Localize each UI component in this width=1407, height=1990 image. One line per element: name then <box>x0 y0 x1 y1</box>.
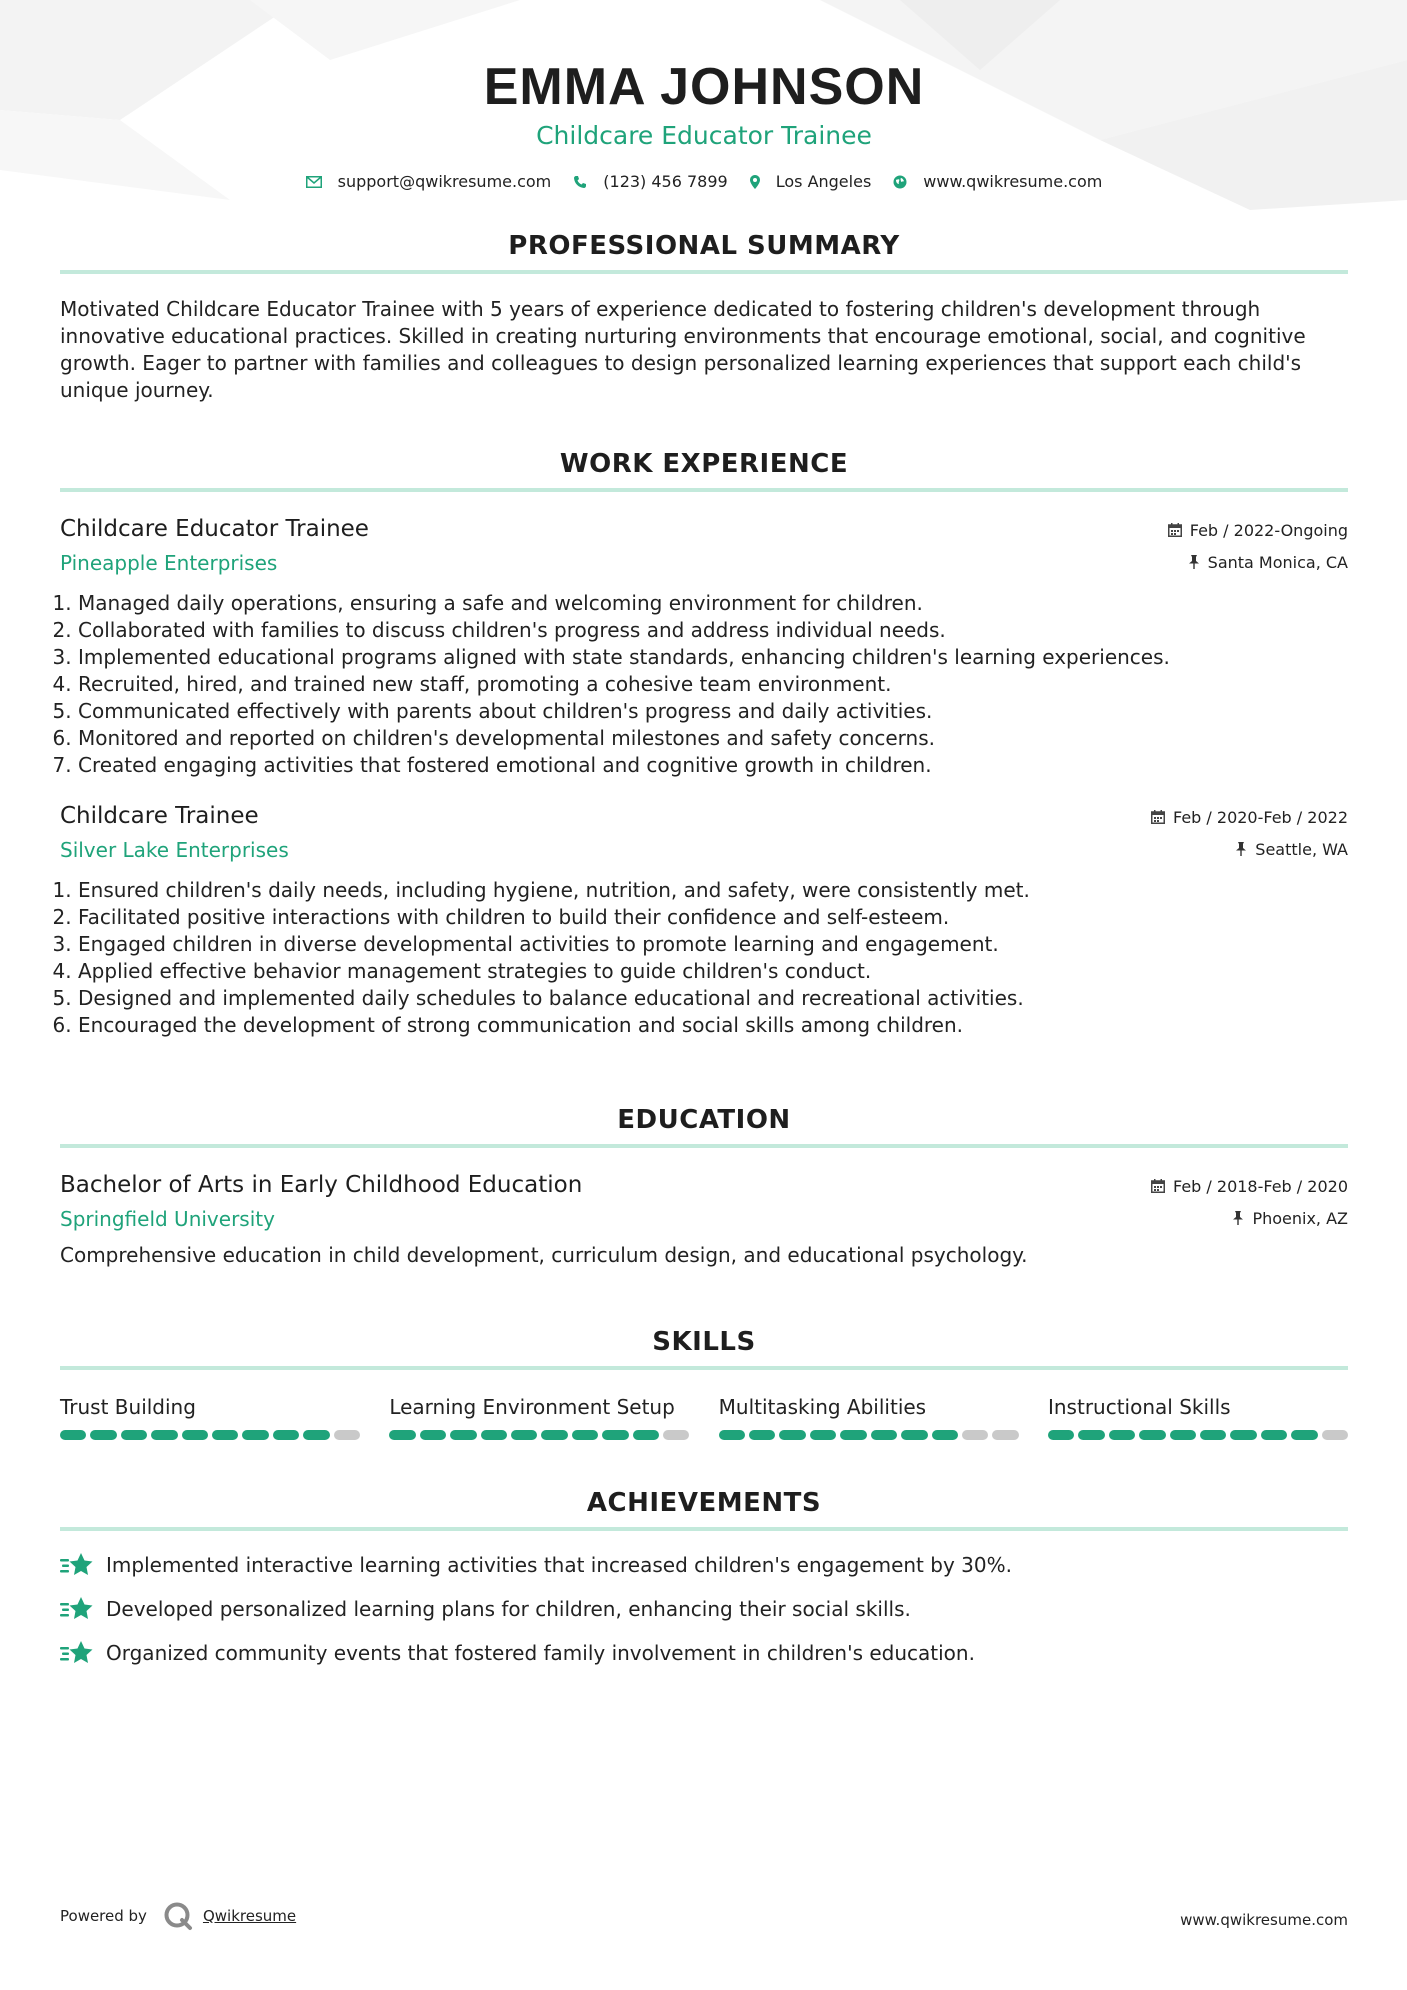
skills-heading: SKILLS <box>60 1327 1348 1370</box>
job-dates <box>1151 801 1348 833</box>
job-location-text: Seattle, WA <box>1255 839 1348 859</box>
pushpin-icon <box>1235 842 1247 856</box>
education-location-text: Phoenix, AZ <box>1252 1208 1348 1228</box>
skill-segment-filled <box>810 1430 836 1440</box>
footer-website[interactable]: www.qwikresume.com <box>1180 1911 1348 1929</box>
job-dates <box>1168 514 1348 546</box>
degree-title: Bachelor of Arts in Early Childhood Education <box>60 1172 583 1198</box>
job-dates-text: Feb / 2022-Ongoing <box>1189 520 1348 540</box>
star-badge-icon <box>60 1552 94 1578</box>
skill-item <box>1048 1394 1348 1440</box>
job-company: Silver Lake Enterprises <box>60 838 289 862</box>
phone-icon <box>573 175 587 189</box>
education-section <box>60 1105 1348 1269</box>
skill-segment-empty <box>962 1430 988 1440</box>
phone-text: (123) 456 7899 <box>603 172 728 191</box>
skill-level-bar <box>719 1430 1019 1440</box>
skill-item <box>60 1394 360 1440</box>
skill-level-bar <box>60 1430 360 1440</box>
achievement-text: Developed personalized learning plans for children, enhancing their social skills. <box>106 1597 911 1621</box>
contact-email[interactable] <box>306 172 552 191</box>
page-footer <box>60 1895 1348 1935</box>
summary-section <box>60 231 1348 404</box>
skill-segment-empty <box>1322 1430 1348 1440</box>
skill-segment-filled <box>151 1430 177 1440</box>
globe-icon <box>893 175 907 189</box>
job-bullet: 6. Monitored and reported on children's developmental milestones and safety concerns. <box>78 725 1348 752</box>
achievements-section <box>60 1488 1348 1675</box>
skill-segment-filled <box>1291 1430 1317 1440</box>
experience-heading: WORK EXPERIENCE <box>60 449 1348 492</box>
skill-segment-empty <box>663 1430 689 1440</box>
skill-segment-filled <box>602 1430 628 1440</box>
job-meta <box>1151 801 1348 865</box>
star-badge-icon <box>60 1596 94 1622</box>
skill-segment-filled <box>1170 1430 1196 1440</box>
calendar-icon <box>1168 523 1182 537</box>
skill-item <box>389 1394 689 1440</box>
skill-segment-filled <box>749 1430 775 1440</box>
skill-segment-filled <box>121 1430 147 1440</box>
skill-segment-filled <box>481 1430 507 1440</box>
job-bullets <box>60 590 1348 779</box>
website-text: www.qwikresume.com <box>923 172 1103 191</box>
job-title: Childcare Educator Trainee <box>60 516 369 542</box>
education-meta <box>1151 1170 1348 1234</box>
skill-segment-filled <box>1139 1430 1165 1440</box>
skill-segment-empty <box>992 1430 1018 1440</box>
summary-text: Motivated Childcare Educator Trainee with 5 years of experience dedicated to fostering children's development through innovative educational practices. Skilled in creating nurturing environments that encourage emotional, social, and cognitive growth. Eager to partner with families and colleagues to design personalized learning experiences that support each child's unique journey. <box>60 297 1306 402</box>
contact-location <box>750 172 872 191</box>
job-entry <box>60 801 1348 1039</box>
job-bullet: 1. Ensured children's daily needs, including hygiene, nutrition, and safety, were consistently met. <box>78 877 1348 904</box>
education-location <box>1151 1202 1348 1234</box>
calendar-icon <box>1151 1179 1165 1193</box>
skill-segment-filled <box>389 1430 415 1440</box>
brand-link[interactable]: Qwikresume <box>202 1907 297 1925</box>
skill-segment-filled <box>541 1430 567 1440</box>
skill-segment-filled <box>273 1430 299 1440</box>
skill-segment-filled <box>1230 1430 1256 1440</box>
job-bullet: 7. Created engaging activities that fostered emotional and cognitive growth in children. <box>78 752 1348 779</box>
skill-segment-filled <box>572 1430 598 1440</box>
job-title: Childcare Trainee <box>60 803 259 829</box>
skill-segment-filled <box>90 1430 116 1440</box>
achievement-item <box>60 1543 1348 1587</box>
achievement-text: Implemented interactive learning activities that increased children's engagement by 30%. <box>106 1553 1012 1577</box>
contact-bar <box>60 172 1348 191</box>
skill-segment-filled <box>1261 1430 1287 1440</box>
calendar-icon <box>1151 810 1165 824</box>
skill-segment-filled <box>719 1430 745 1440</box>
job-dates-text: Feb / 2020-Feb / 2022 <box>1173 807 1348 827</box>
qwikresume-logo-icon <box>163 1901 193 1931</box>
job-bullet: 5. Designed and implemented daily schedules to balance educational and recreational activities. <box>78 985 1348 1012</box>
resume-header <box>60 0 1348 191</box>
education-heading: EDUCATION <box>60 1105 1348 1148</box>
achievements-heading: ACHIEVEMENTS <box>60 1488 1348 1531</box>
skill-segment-filled <box>901 1430 927 1440</box>
skill-segment-filled <box>303 1430 329 1440</box>
achievement-text: Organized community events that fostered family involvement in children's education. <box>106 1641 975 1665</box>
education-dates-text: Feb / 2018-Feb / 2020 <box>1173 1176 1348 1196</box>
job-meta <box>1168 514 1348 578</box>
candidate-name: EMMA JOHNSON <box>483 58 925 116</box>
skill-segment-filled <box>840 1430 866 1440</box>
skill-name: Multitasking Abilities <box>718 1395 927 1419</box>
pushpin-icon <box>1188 555 1200 569</box>
skill-segment-filled <box>633 1430 659 1440</box>
job-bullet: 3. Engaged children in diverse developmental activities to promote learning and engagement. <box>78 931 1348 958</box>
skill-segment-filled <box>1078 1430 1104 1440</box>
skill-segment-filled <box>450 1430 476 1440</box>
contact-website[interactable] <box>893 172 1102 191</box>
education-description: Comprehensive education in child development, curriculum design, and educational psychology. <box>60 1243 1028 1267</box>
skill-segment-filled <box>420 1430 446 1440</box>
star-badge-icon <box>60 1640 94 1666</box>
job-company: Pineapple Enterprises <box>60 551 278 575</box>
location-text: Los Angeles <box>775 172 872 191</box>
email-text: support@qwikresume.com <box>337 172 552 191</box>
job-bullet: 2. Facilitated positive interactions with children to build their confidence and self-esteem. <box>78 904 1348 931</box>
skill-level-bar <box>389 1430 689 1440</box>
job-location <box>1168 546 1348 578</box>
powered-by <box>60 1901 296 1931</box>
skill-segment-filled <box>182 1430 208 1440</box>
experience-section <box>60 449 1348 1039</box>
contact-phone[interactable] <box>573 172 727 191</box>
skill-name: Learning Environment Setup <box>389 1395 675 1419</box>
powered-by-label: Powered by <box>60 1907 147 1925</box>
job-bullet: 1. Managed daily operations, ensuring a safe and welcoming environment for children. <box>78 590 1348 617</box>
skill-segment-empty <box>334 1430 360 1440</box>
job-bullet: 6. Encouraged the development of strong communication and social skills among children. <box>78 1012 1348 1039</box>
job-location-text: Santa Monica, CA <box>1207 552 1348 572</box>
skill-segment-filled <box>779 1430 805 1440</box>
job-bullet: 4. Applied effective behavior management strategies to guide children's conduct. <box>78 958 1348 985</box>
achievements-list <box>60 1543 1348 1675</box>
achievement-item <box>60 1631 1348 1675</box>
achievement-item <box>60 1587 1348 1631</box>
skill-segment-filled <box>1048 1430 1074 1440</box>
education-entry <box>60 1170 1348 1269</box>
job-bullet: 4. Recruited, hired, and trained new staff, promoting a cohesive team environment. <box>78 671 1348 698</box>
skill-segment-filled <box>511 1430 537 1440</box>
map-pin-icon <box>750 175 760 189</box>
skill-segment-filled <box>871 1430 897 1440</box>
job-bullet: 2. Collaborated with families to discuss children's progress and address individual needs. <box>78 617 1348 644</box>
skill-segment-filled <box>60 1430 86 1440</box>
skill-segment-filled <box>1200 1430 1226 1440</box>
skill-segment-filled <box>212 1430 238 1440</box>
skill-segment-filled <box>1109 1430 1135 1440</box>
skills-list <box>60 1394 1348 1440</box>
skills-section <box>60 1327 1348 1440</box>
skill-name: Instructional Skills <box>1047 1395 1231 1419</box>
job-bullet: 5. Communicated effectively with parents about children's progress and daily activities. <box>78 698 1348 725</box>
job-location <box>1151 833 1348 865</box>
skill-name: Trust Building <box>60 1395 196 1419</box>
summary-heading: PROFESSIONAL SUMMARY <box>60 231 1348 274</box>
skill-level-bar <box>1048 1430 1348 1440</box>
pushpin-icon <box>1232 1211 1244 1225</box>
skill-item <box>719 1394 1019 1440</box>
job-bullet: 3. Implemented educational programs aligned with state standards, enhancing children's learning experiences. <box>78 644 1348 671</box>
school-name: Springfield University <box>60 1207 275 1231</box>
candidate-title: Childcare Educator Trainee <box>536 121 872 150</box>
job-bullets <box>60 877 1348 1039</box>
resume-page <box>60 0 1348 1675</box>
skill-segment-filled <box>932 1430 958 1440</box>
skill-segment-filled <box>242 1430 268 1440</box>
education-dates <box>1151 1170 1348 1202</box>
envelope-icon <box>306 176 322 188</box>
job-entry <box>60 514 1348 779</box>
